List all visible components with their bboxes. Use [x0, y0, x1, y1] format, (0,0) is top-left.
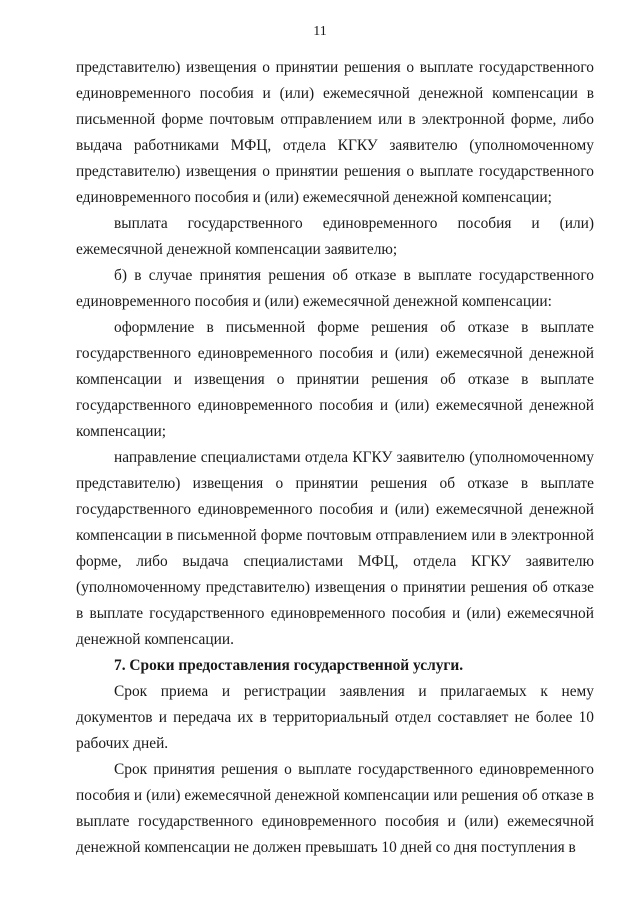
paragraph-payment: выплата государственного единовременного пособия и (или) ежемесячной денежной компенсации заявителю; [76, 215, 594, 258]
paragraph-refusal-drafting: оформление в письменной форме решения об отказе в выплате государственного единовременного пособия и (или) ежемесячной денежной компенсации и извещения о принятии решения об отказе в выплате государственного единовременного пособия и (или) ежемесячной денежной компенсации; [76, 319, 594, 440]
document-body [76, 55, 594, 861]
page-number: 11 [313, 24, 327, 39]
paragraph-continuation: представителю) извещения о принятии решения о выплате государственного единовременного пособия и (или) ежемесячной денежной компенсации в письменной форме почтовым отправлением или в электронной форме, либо выдача работниками МФЦ, отдела КГКУ заявителю (уполномоченному представителю) извещения о принятии решения о выплате государственного единовременного пособия и (или) ежемесячной денежной компенсации; [76, 59, 594, 206]
section-heading-7: 7. Сроки предоставления государственной услуги. [114, 657, 464, 674]
paragraph-refusal-case: б) в случае принятия решения об отказе в выплате государственного единовременного пособия и (или) ежемесячной денежной компенсации: [76, 267, 594, 310]
paragraph-decision-term: Срок принятия решения о выплате государственного единовременного пособия и (или) ежемесячной денежной компенсации или решения об отказе в выплате государственного единовременного пособия и (или) ежемесячной денежной компенсации не должен превышать 10 дней со дня поступления в [76, 761, 594, 856]
paragraph-refusal-notice: направление специалистами отдела КГКУ заявителю (уполномоченному представителю) извещения о принятии решения об отказе в выплате государственного единовременного пособия и (или) ежемесячной денежной компенсации в письменной форме почтовым отправлением или в электронной форме, либо выдача специалистами МФЦ, отдела КГКУ заявителю (уполномоченному представителю) извещения о принятии решения об отказе в выплате государственного единовременного пособия и (или) ежемесячной денежной компенсации. [76, 449, 594, 648]
paragraph-reception-term: Срок приема и регистрации заявления и прилагаемых к нему документов и передача их в территориальный отдел составляет не более 10 рабочих дней. [76, 683, 594, 752]
